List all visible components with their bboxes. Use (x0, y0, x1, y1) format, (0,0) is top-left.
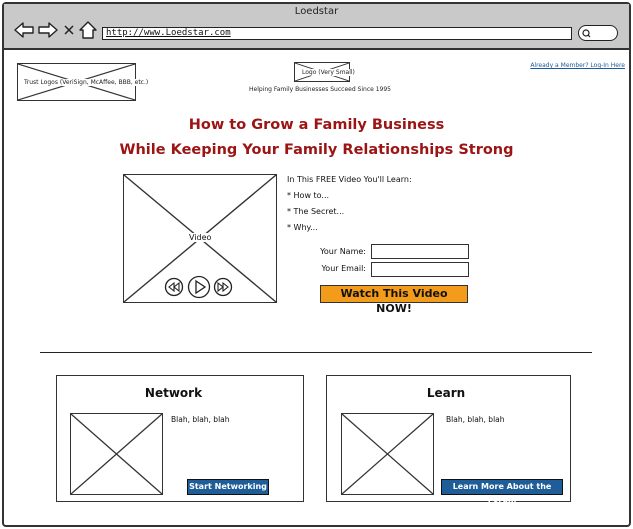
network-text: Blah, blah, blah (171, 415, 230, 424)
headline-secondary: While Keeping Your Family Relationships Strong (119, 142, 514, 158)
play-icon[interactable] (187, 275, 211, 303)
back-arrow-icon[interactable] (14, 22, 34, 38)
search-box[interactable] (578, 25, 618, 41)
logo-placeholder[interactable] (294, 62, 355, 82)
url-bar[interactable]: http://www.Loedstar.com (102, 27, 572, 40)
section-divider (40, 352, 592, 353)
video-label: Video (189, 233, 212, 242)
start-networking-button[interactable]: Start Networking (187, 479, 269, 495)
learn-item: * Why... (287, 223, 318, 232)
logo-caption: Logo (Very Small) (302, 69, 355, 76)
headline-primary: How to Grow a Family Business (188, 117, 445, 133)
watch-video-button[interactable]: Watch This Video NOW! (320, 285, 468, 303)
trust-logos-caption: Trust Logos (VeriSign, McAffee, BBB, etc.) (24, 79, 149, 86)
name-label: Your Name: (320, 247, 366, 256)
window-title: Loedstar (294, 6, 339, 17)
name-input[interactable] (371, 244, 469, 259)
learn-item: * How to... (287, 191, 330, 200)
tagline: Helping Family Businesses Succeed Since 1995 (248, 86, 391, 93)
learn-item: * The Secret... (287, 207, 345, 216)
close-icon[interactable] (63, 24, 75, 36)
rewind-icon[interactable] (164, 277, 184, 301)
network-image-placeholder (70, 413, 163, 495)
network-title: Network (144, 386, 203, 400)
search-icon (579, 26, 619, 42)
learn-image-placeholder (341, 413, 434, 495)
trust-logos-placeholder (17, 63, 149, 101)
learn-intro: In This FREE Video You'll Learn: (287, 175, 412, 184)
member-login-link[interactable]: Already a Member? Log-In Here (530, 62, 625, 69)
learn-text: Blah, blah, blah (446, 415, 505, 424)
learn-title: Learn (426, 386, 466, 400)
forward-arrow-icon[interactable] (38, 22, 58, 38)
fast-forward-icon[interactable] (213, 277, 233, 301)
home-icon[interactable] (79, 21, 97, 39)
learn-more-button[interactable]: Learn More About the Forum (441, 479, 563, 495)
email-input[interactable] (371, 262, 469, 277)
email-label: Your Email: (321, 264, 366, 273)
